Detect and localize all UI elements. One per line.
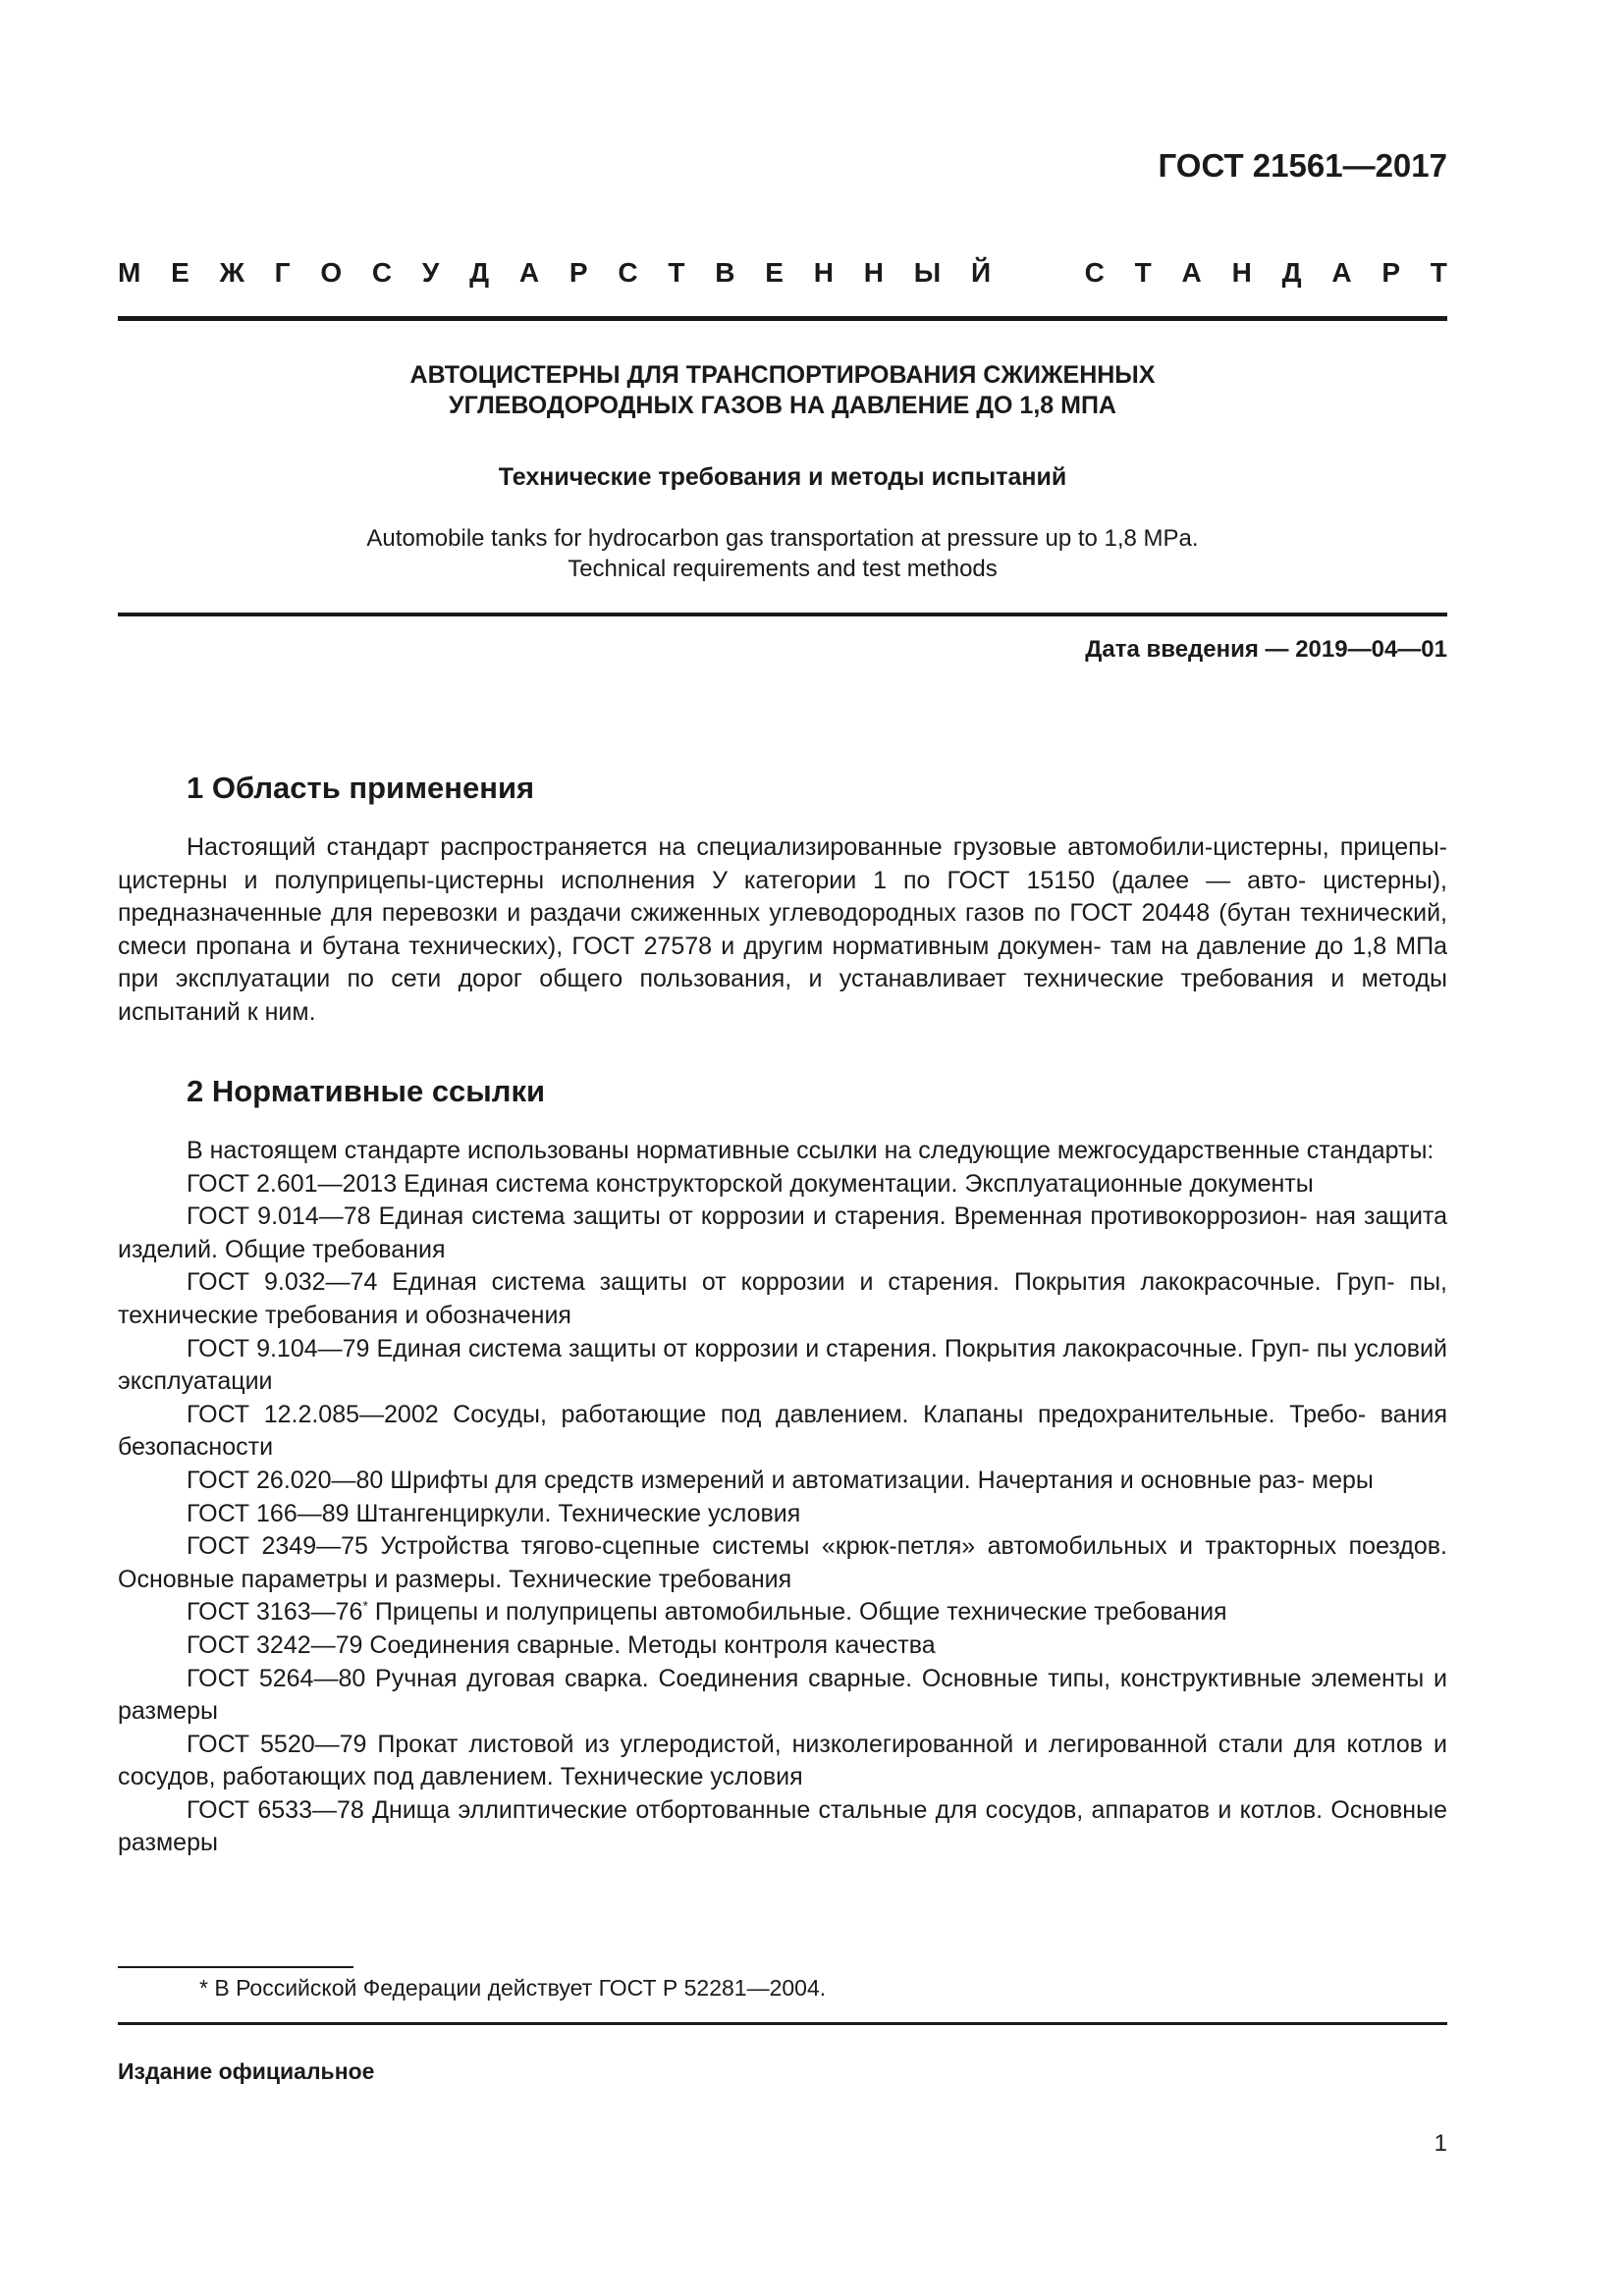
reference-item: [118, 1201, 1447, 1266]
reference-item: [118, 1498, 1447, 1531]
document-subtitle: Технические требования и методы испытаний: [498, 463, 1067, 491]
text-line: Настоящий стандарт распространяется на специализированные грузовые автомобили-цистерны,: [187, 833, 1329, 861]
section-1-paragraph: [118, 831, 1447, 1030]
english-title-line-2: Technical requirements and test methods: [568, 556, 998, 582]
section-1-text: [118, 831, 1447, 1030]
banner-letter: А: [1331, 257, 1352, 288]
banner-letter: С: [371, 257, 393, 288]
reference-item: [118, 1168, 1447, 1201]
reference-item: [118, 1629, 1447, 1663]
banner-letter: Е: [765, 257, 784, 288]
text-line: ГОСТ 12.2.085—2002 Сосуды, работающие под давлением. Клапаны предохранительные. Требо-: [187, 1400, 1367, 1428]
text-line: (бутан технический, смеси пропана и бутана технических), ГОСТ 27578 и другим нормативным докумен-: [118, 899, 1447, 960]
text-line: элементы и размеры: [118, 1664, 1447, 1726]
text-line: ГОСТ 3242—79 Соединения сварные. Методы контроля качества: [187, 1630, 936, 1659]
banner-letter: А: [518, 257, 540, 288]
text-line: Основные размеры: [118, 1795, 1447, 1857]
reference-item: [118, 1333, 1447, 1399]
text-line: ГОСТ 2.601—2013 Единая система конструкторской документации. Эксплуатационные документы: [187, 1169, 1314, 1198]
banner-letter: Т: [668, 257, 685, 288]
reference-item: [118, 1794, 1447, 1860]
banner-letter: Н: [863, 257, 884, 288]
reference-item: [118, 1266, 1447, 1332]
footer-rule: [118, 2022, 1447, 2025]
banner-letter: С: [618, 257, 638, 288]
text-line: пы, технические требования и обозначения: [118, 1268, 1447, 1329]
footnote-marker: *: [362, 1597, 368, 1614]
text-line: ГОСТ 9.032—74 Единая система защиты от коррозии и старения. Покрытия лакокрасочные. Груп-: [187, 1268, 1395, 1297]
text-line: цистерны), предназначенные для перевозки и раздачи сжиженных углеводородных газов по ГОСТ 20448: [118, 866, 1447, 928]
banner-letter: Н: [813, 257, 834, 288]
banner-letter: Т: [1134, 257, 1152, 288]
references-list-continued: [118, 1629, 1447, 1860]
footnote: * В Российской Федерации действует ГОСТ Р 52281—2004.: [199, 1975, 827, 2001]
banner-letter: Ы: [913, 257, 942, 288]
text-line: ГОСТ 26.020—80 Шрифты для средств измерений и автоматизации. Начертания и основные раз-: [187, 1466, 1305, 1494]
reference-item: [118, 1729, 1447, 1794]
banner-letter: Т: [1430, 257, 1447, 288]
reference-item: [118, 1530, 1447, 1596]
text-line: ГОСТ 5520—79 Прокат листовой из углеродистой, низколегированной и легированной стали для: [187, 1730, 1336, 1758]
document-title: [118, 360, 1447, 421]
text-line: В настоящем стандарте использованы нормативные ссылки на следующие межгосударственные: [187, 1137, 1300, 1164]
text-line: ная защита изделий. Общие требования: [118, 1202, 1447, 1263]
standard-type-banner: [118, 257, 1447, 289]
banner-letter: В: [715, 257, 735, 288]
banner-letter: Д: [1281, 257, 1302, 288]
banner-letter: Р: [568, 257, 588, 288]
text-line: ГОСТ 9.104—79 Единая система защиты от коррозии и старения. Покрытия лакокрасочные. Груп-: [187, 1334, 1310, 1362]
banner-letter: Д: [469, 257, 490, 288]
text-line: вания безопасности: [118, 1400, 1448, 1462]
text-line: ГОСТ 2349—75 Устройства тягово-сцепные системы «крюк-петля» автомобильных и тракторных: [187, 1532, 1337, 1561]
title-line-1: АВТОЦИСТЕРНЫ ДЛЯ ТРАНСПОРТИРОВАНИЯ СЖИЖЕННЫХ: [409, 361, 1156, 389]
text-line: котлов и сосудов, работающих под давлением. Технические условия: [118, 1730, 1447, 1791]
text-line: стандарты:: [1306, 1137, 1435, 1164]
text-line: поездов. Основные параметры и размеры. Технические требования: [118, 1532, 1447, 1593]
banner-gap: [1021, 257, 1055, 289]
banner-letter: С: [1084, 257, 1105, 288]
banner-letter: Е: [171, 257, 189, 288]
text-line: там на давление до 1,8 МПа при эксплуатации по сети дорог общего пользования, и устанавливает: [118, 932, 1447, 993]
banner-letter: Р: [1381, 257, 1401, 288]
edition-label: Издание официальное: [118, 2058, 375, 2084]
reference-item: [118, 1465, 1447, 1498]
header-rule: [118, 316, 1447, 321]
banner-letter: А: [1181, 257, 1202, 288]
title-line-2: УГЛЕВОДОРОДНЫХ ГАЗОВ НА ДАВЛЕНИЕ ДО 1,8 МПА: [449, 392, 1116, 419]
banner-letter: М: [118, 257, 141, 288]
text-line: пы условий эксплуатации: [118, 1334, 1447, 1396]
banner-letter: Н: [1231, 257, 1252, 288]
banner-letter: Г: [274, 257, 291, 288]
section-1-heading: 1 Область применения: [187, 771, 535, 805]
section-2-heading: 2 Нормативные ссылки: [187, 1074, 546, 1108]
introduction-date: Дата введения — 2019—04—01: [1085, 636, 1447, 663]
text-line: ГОСТ 166—89 Штангенциркули. Технические условия: [187, 1499, 801, 1527]
reference-title: Прицепы и полуприцепы автомобильные. Общие технические требования: [367, 1598, 1227, 1627]
banner-letter: Й: [970, 257, 992, 288]
text-line: меры: [1311, 1466, 1374, 1494]
section-2-intro: [118, 1135, 1447, 1168]
english-title-line-1: Automobile tanks for hydrocarbon gas transportation at pressure up to 1,8 MPa.: [366, 525, 1199, 552]
text-line: прицепы-цистерны и полуприцепы-цистерны исполнения У категории 1 по ГОСТ 15150 (далее — авто-: [118, 833, 1447, 894]
text-line: ГОСТ 9.014—78 Единая система защиты от коррозии и старения. Временная противокоррозион-: [187, 1202, 1308, 1231]
banner-letter: У: [421, 257, 440, 288]
text-line: ГОСТ 6533—78 Днища эллиптические отбортованные стальные для сосудов, аппаратов и котлов.: [187, 1795, 1324, 1824]
text-line: ГОСТ 5264—80 Ручная дуговая сварка. Соединения сварные. Основные типы, конструктивные: [187, 1664, 1302, 1692]
english-title: [118, 523, 1447, 584]
title-rule: [118, 613, 1447, 616]
banner-letter: Ж: [219, 257, 244, 288]
page-number: 1: [1434, 2130, 1447, 2157]
footnote-separator: [118, 1966, 353, 1968]
reference-item: [118, 1663, 1447, 1729]
section-2-text: [118, 1135, 1447, 1860]
references-list: [118, 1168, 1447, 1597]
banner-letter: О: [320, 257, 343, 288]
reference-item: [118, 1596, 1447, 1629]
text-line: технические требования и методы испытаний к ним.: [118, 965, 1448, 1026]
document-number: ГОСТ 21561—2017: [1158, 147, 1447, 184]
reference-item: [118, 1399, 1447, 1465]
reference-code: ГОСТ 3163—76: [187, 1598, 363, 1627]
